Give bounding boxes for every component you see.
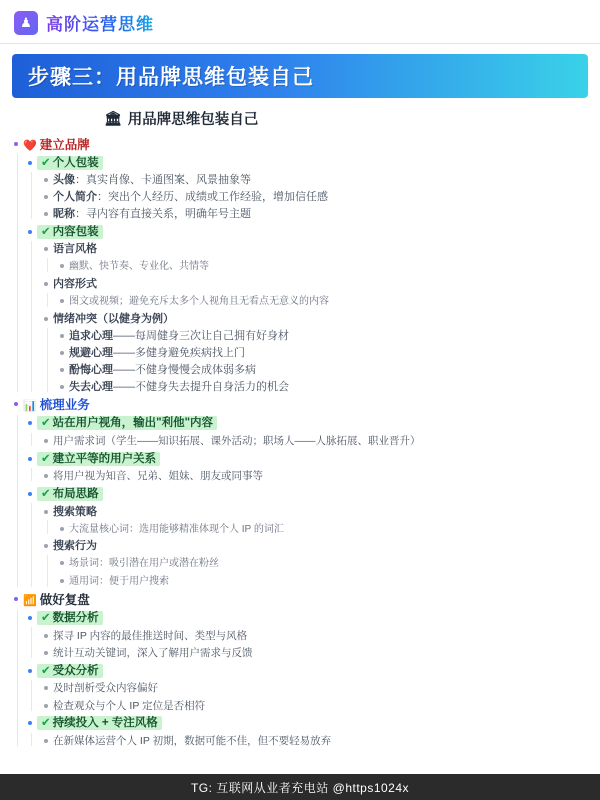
outline-label: 内容形式 bbox=[53, 278, 97, 291]
outline-node-text bbox=[69, 522, 586, 537]
check-icon: ✔ bbox=[41, 156, 51, 169]
highlighted-label: ✔ 持续投入 + 专注风格 bbox=[37, 716, 162, 730]
outline-children bbox=[14, 154, 586, 396]
outline-label: 语言风格 bbox=[53, 243, 97, 256]
outline-node[interactable] bbox=[60, 379, 586, 396]
outline-detail: 及时剖析受众内容偏好 bbox=[53, 682, 158, 695]
outline-node-text bbox=[23, 137, 586, 153]
outline-children bbox=[28, 468, 586, 485]
outline-node[interactable] bbox=[44, 433, 586, 450]
step-banner-container bbox=[0, 44, 600, 102]
outline-node-text bbox=[37, 416, 586, 431]
outline-node-text bbox=[53, 469, 586, 483]
section-title: 做好复盘 bbox=[39, 593, 90, 608]
outline-node-text bbox=[53, 190, 586, 204]
outline-label: 昵称 bbox=[53, 208, 75, 221]
bullet-icon bbox=[44, 704, 48, 708]
section-icon: ❤️ bbox=[23, 139, 40, 152]
check-icon: ✔ bbox=[41, 612, 51, 625]
outline-children bbox=[44, 328, 586, 396]
bullet-icon bbox=[28, 161, 32, 165]
outline-detail: 图文或视频；避免充斥太多个人视角且无看点无意义的内容 bbox=[69, 296, 329, 308]
bullet-icon bbox=[60, 385, 64, 389]
outline-node-text bbox=[53, 629, 586, 643]
bullet-icon bbox=[60, 334, 64, 338]
outline-node[interactable] bbox=[44, 206, 586, 223]
outline-children bbox=[28, 733, 586, 750]
outline-root bbox=[0, 131, 600, 750]
outline-children bbox=[44, 555, 586, 591]
outline-node[interactable] bbox=[60, 328, 586, 345]
outline-detail: 探寻 IP 内容的最佳推送时间、类型与风格 bbox=[53, 629, 248, 642]
outline-children bbox=[44, 293, 586, 311]
outline-node[interactable] bbox=[44, 503, 586, 538]
check-icon: ✔ bbox=[41, 225, 51, 238]
outline-children bbox=[28, 680, 586, 715]
bullet-icon bbox=[60, 561, 64, 565]
outline-node[interactable] bbox=[44, 311, 586, 396]
section-title: 建立品牌 bbox=[39, 137, 90, 152]
outline-node-text bbox=[37, 664, 586, 679]
chess-pawn-icon: ♟ bbox=[14, 11, 38, 35]
bullet-icon bbox=[28, 669, 32, 673]
outline-node-text bbox=[37, 487, 586, 502]
outline-children bbox=[28, 503, 586, 591]
outline-label: 追求心理 bbox=[69, 330, 113, 343]
section-title: 梳理业务 bbox=[39, 398, 90, 413]
outline-label: 搜索策略 bbox=[53, 505, 97, 518]
outline-detail: 用户需求词（学生——知识拓展、课外活动；职场人——人脉拓展、职业晋升） bbox=[53, 435, 421, 448]
highlighted-label: ✔ 建立平等的用户关系 bbox=[37, 452, 160, 466]
bullet-icon bbox=[60, 527, 64, 531]
outline-node-text bbox=[37, 716, 586, 731]
outline-node[interactable] bbox=[44, 645, 586, 662]
outline-node[interactable] bbox=[60, 573, 586, 591]
bullet-icon bbox=[14, 402, 18, 406]
outline-node[interactable] bbox=[44, 538, 586, 591]
bullet-icon bbox=[44, 544, 48, 548]
highlighted-label: ✔ 布局思路 bbox=[37, 487, 103, 501]
bullet-icon bbox=[14, 142, 18, 146]
outline-node-text bbox=[23, 592, 586, 608]
outline-children bbox=[28, 172, 586, 223]
outline-node[interactable] bbox=[28, 610, 586, 663]
bullet-icon bbox=[44, 739, 48, 743]
bullet-icon bbox=[44, 178, 48, 182]
bullet-icon bbox=[28, 616, 32, 620]
bank-icon: 🏛 bbox=[104, 110, 122, 126]
outline-node[interactable] bbox=[28, 715, 586, 750]
outline-detail: 场景词：吸引潜在用户或潜在粉丝 bbox=[69, 558, 219, 570]
outline-detail: ——多健身避免疾病找上门 bbox=[113, 347, 245, 360]
outline-detail: 通用词：便于用户搜索 bbox=[69, 576, 169, 588]
highlighted-label: ✔ 内容包装 bbox=[37, 225, 103, 239]
outline-node-text bbox=[53, 699, 586, 713]
outline-node[interactable] bbox=[28, 662, 586, 715]
check-icon: ✔ bbox=[41, 717, 51, 730]
bullet-icon bbox=[44, 634, 48, 638]
outline-node[interactable] bbox=[44, 172, 586, 189]
bullet-icon bbox=[60, 368, 64, 372]
outline-node[interactable] bbox=[44, 468, 586, 485]
section-icon: 📊 bbox=[23, 400, 40, 413]
document-title bbox=[0, 102, 600, 131]
outline-node-text bbox=[69, 259, 586, 274]
outline-node[interactable] bbox=[60, 555, 586, 573]
outline-children bbox=[44, 258, 586, 276]
outline-node-text bbox=[53, 434, 586, 448]
outline-detail: ——每周健身三次让自己拥有好身材 bbox=[113, 330, 289, 343]
document-title-text: 用品牌思维包装自己 bbox=[127, 112, 259, 128]
outline-node-text bbox=[69, 574, 586, 589]
outline-node[interactable] bbox=[60, 520, 586, 538]
bullet-icon bbox=[28, 421, 32, 425]
outline-children bbox=[44, 520, 586, 538]
bullet-icon bbox=[44, 195, 48, 199]
outline-list bbox=[14, 135, 586, 750]
check-icon: ✔ bbox=[41, 417, 51, 430]
footer-text: TG: 互联网从业者充电站 @https1024x bbox=[190, 780, 410, 795]
outline-node-text bbox=[53, 173, 586, 187]
outline-node-text bbox=[53, 505, 586, 519]
outline-node-text bbox=[69, 363, 586, 377]
outline-node-text bbox=[53, 539, 586, 553]
outline-label: 头像 bbox=[53, 174, 75, 187]
outline-node[interactable] bbox=[44, 189, 586, 206]
bullet-icon bbox=[44, 439, 48, 443]
app-header bbox=[0, 0, 600, 44]
outline-detail: 大流量核心词：选用能够精准体现个人 IP 的词汇 bbox=[69, 523, 284, 535]
outline-node-text bbox=[69, 380, 586, 394]
bullet-icon bbox=[60, 351, 64, 355]
outline-node[interactable] bbox=[28, 154, 586, 223]
outline-node-text bbox=[53, 277, 586, 291]
outline-node[interactable] bbox=[14, 135, 586, 396]
outline-label: 个人简介 bbox=[53, 191, 97, 204]
bullet-icon bbox=[60, 299, 64, 303]
check-icon: ✔ bbox=[41, 664, 51, 677]
outline-node-text bbox=[23, 397, 586, 413]
bullet-icon bbox=[44, 474, 48, 478]
step-banner-text: 步骤三：用品牌思维包装自己 bbox=[28, 66, 314, 89]
outline-detail: ：突出个人经历、成绩或工作经验，增加信任感 bbox=[97, 191, 328, 204]
outline-node[interactable] bbox=[14, 396, 586, 591]
outline-children bbox=[14, 610, 586, 750]
outline-node[interactable] bbox=[44, 627, 586, 644]
outline-children bbox=[14, 415, 586, 591]
outline-node[interactable] bbox=[28, 450, 586, 485]
bullet-icon bbox=[28, 721, 32, 725]
outline-children bbox=[28, 627, 586, 662]
step-banner bbox=[12, 54, 588, 98]
outline-node[interactable] bbox=[28, 415, 586, 450]
outline-node-text bbox=[53, 242, 586, 256]
highlighted-label: ✔ 个人包装 bbox=[37, 156, 103, 170]
bullet-icon bbox=[44, 510, 48, 514]
outline-label: 情绪冲突（以健身为例） bbox=[53, 313, 174, 325]
outline-detail: 统计互动关键词，深入了解用户需求与反馈 bbox=[53, 647, 253, 660]
outline-node[interactable] bbox=[44, 241, 586, 276]
outline-detail: 检查观众与个人 IP 定位是否相符 bbox=[53, 699, 206, 712]
outline-detail: ——不健身慢慢会成体弱多病 bbox=[113, 364, 256, 377]
bullet-icon bbox=[28, 457, 32, 461]
check-icon: ✔ bbox=[41, 487, 51, 500]
outline-node[interactable] bbox=[60, 293, 586, 311]
highlighted-label: ✔ 站在用户视角，输出"利他"内容 bbox=[37, 416, 217, 430]
outline-detail: ：寻内容有直接关系，明确年号主题 bbox=[75, 208, 251, 221]
highlighted-label: ✔ 受众分析 bbox=[37, 664, 103, 678]
outline-node[interactable] bbox=[44, 680, 586, 697]
footer-watermark bbox=[0, 774, 600, 800]
bullet-icon bbox=[44, 247, 48, 251]
outline-node-text bbox=[53, 646, 586, 660]
outline-label: 搜索行为 bbox=[53, 540, 97, 553]
bullet-icon bbox=[44, 686, 48, 690]
outline-node-text bbox=[69, 329, 586, 343]
outline-children bbox=[28, 241, 586, 396]
outline-node[interactable] bbox=[44, 733, 586, 750]
outline-node-text bbox=[37, 611, 586, 626]
bullet-icon bbox=[44, 212, 48, 216]
bullet-icon bbox=[28, 230, 32, 234]
outline-label: 失去心理 bbox=[69, 381, 113, 394]
outline-detail: ：真实肖像、卡通图案、风景抽象等 bbox=[75, 174, 251, 187]
highlighted-label: ✔ 数据分析 bbox=[37, 611, 103, 625]
outline-node-text bbox=[53, 207, 586, 221]
bullet-icon bbox=[44, 651, 48, 655]
bullet-icon bbox=[14, 597, 18, 601]
outline-node[interactable] bbox=[44, 276, 586, 311]
outline-label: 规避心理 bbox=[69, 347, 113, 360]
outline-node-text bbox=[37, 452, 586, 467]
outline-node[interactable] bbox=[44, 697, 586, 714]
outline-node-text bbox=[69, 294, 586, 309]
page-title: 高阶运营思维 bbox=[46, 10, 154, 35]
bullet-icon bbox=[44, 317, 48, 321]
outline-detail: ——不健身失去提升自身活力的机会 bbox=[113, 381, 289, 394]
section-icon: 📶 bbox=[23, 595, 40, 608]
outline-detail: 在新媒体运营个人 IP 初期，数据可能不佳，但不要轻易放弃 bbox=[53, 735, 332, 748]
outline-node[interactable] bbox=[28, 485, 586, 590]
bullet-icon bbox=[44, 282, 48, 286]
outline-node[interactable] bbox=[28, 223, 586, 396]
outline-node-text bbox=[69, 556, 586, 571]
outline-children bbox=[28, 433, 586, 450]
bullet-icon bbox=[60, 264, 64, 268]
outline-node[interactable] bbox=[60, 362, 586, 379]
outline-node-text bbox=[37, 156, 586, 171]
outline-label: 酚悔心理 bbox=[69, 364, 113, 377]
bullet-icon bbox=[28, 492, 32, 496]
outline-node-text bbox=[53, 681, 586, 695]
outline-node[interactable] bbox=[60, 345, 586, 362]
outline-node-text bbox=[69, 346, 586, 360]
outline-node-text bbox=[53, 734, 586, 748]
outline-node-text bbox=[37, 225, 586, 240]
check-icon: ✔ bbox=[41, 452, 51, 465]
outline-detail: 将用户视为知音、兄弟、姐妹、朋友或同事等 bbox=[53, 470, 263, 483]
outline-node-text bbox=[53, 312, 586, 326]
outline-node[interactable] bbox=[60, 258, 586, 276]
outline-node[interactable] bbox=[14, 591, 586, 750]
outline-detail: 幽默、快节奏、专业化、共情等 bbox=[69, 261, 209, 273]
bullet-icon bbox=[60, 579, 64, 583]
